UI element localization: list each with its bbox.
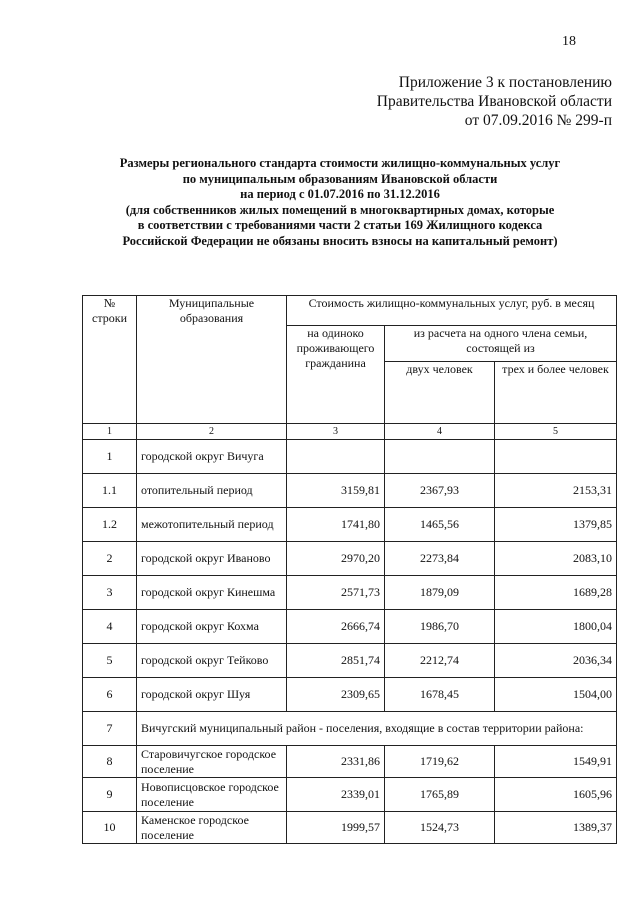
cost-single: 1999,57 [287, 812, 385, 844]
row-number: 8 [83, 746, 137, 778]
header-per-member: из расчета на одного члена семьи, состоящей из [385, 326, 617, 362]
cost-single: 2309,65 [287, 678, 385, 712]
row-number: 1 [83, 440, 137, 474]
appendix-reference [377, 73, 612, 130]
cost-two: 2273,84 [385, 542, 495, 576]
column-number: 1 [83, 424, 137, 440]
municipality-name: межотопительный период [137, 508, 287, 542]
table-row [83, 712, 617, 746]
table-row [83, 440, 617, 474]
cost-two: 1719,62 [385, 746, 495, 778]
heading-line-3: на период с 01.07.2016 по 31.12.2016 [240, 187, 440, 201]
header-row-number: № строки [83, 296, 137, 424]
heading-line-4: (для собственников жилых помещений в многоквартирных домах, которые [125, 202, 555, 217]
row-number: 6 [83, 678, 137, 712]
appendix-line-2: Правительства Ивановской области [376, 93, 612, 110]
table-row [83, 778, 617, 812]
table-row [83, 812, 617, 844]
appendix-line-1: Приложение 3 к постановлению [398, 74, 612, 91]
document-heading [60, 156, 620, 249]
cost-two: 2367,93 [385, 474, 495, 508]
heading-line-2: по муниципальным образованиям Ивановской области [182, 171, 498, 186]
cost-single: 1741,80 [287, 508, 385, 542]
cost-three: 1504,00 [495, 678, 617, 712]
cost-single: 2339,01 [287, 778, 385, 812]
municipality-name: городской округ Кохма [137, 610, 287, 644]
column-number: 5 [495, 424, 617, 440]
heading-line-5: в соответствии с требованиями части 2 статьи 169 Жилищного кодекса [137, 218, 543, 232]
cost-two: 1765,89 [385, 778, 495, 812]
cost-single [287, 440, 385, 474]
cost-single: 2666,74 [287, 610, 385, 644]
municipality-name: городской округ Тейково [137, 644, 287, 678]
district-section-title: Вичугский муниципальный район - поселения, входящие в состав территории района: [137, 712, 617, 746]
cost-single: 2851,74 [287, 644, 385, 678]
municipality-name: городской округ Шуя [137, 678, 287, 712]
cost-single: 2571,73 [287, 576, 385, 610]
row-number: 1.2 [83, 508, 137, 542]
municipality-name: Старовичугское городское поселение [137, 746, 287, 778]
cost-two: 1524,73 [385, 812, 495, 844]
cost-three: 1689,28 [495, 576, 617, 610]
column-number-row [83, 424, 617, 440]
row-number: 9 [83, 778, 137, 812]
cost-three: 2036,34 [495, 644, 617, 678]
municipality-name: Каменское городское поселение [137, 812, 287, 844]
cost-three: 1605,96 [495, 778, 617, 812]
table-row [83, 644, 617, 678]
table-row [83, 474, 617, 508]
row-number: 2 [83, 542, 137, 576]
cost-single: 2970,20 [287, 542, 385, 576]
row-number: 5 [83, 644, 137, 678]
table-row [83, 542, 617, 576]
municipality-name: городской округ Вичуга [137, 440, 287, 474]
header-cost: Стоимость жилищно-коммунальных услуг, руб. в месяц [287, 296, 617, 326]
table-row [83, 678, 617, 712]
appendix-line-3: от 07.09.2016 № 299-п [464, 112, 612, 129]
cost-three: 1800,04 [495, 610, 617, 644]
row-number: 4 [83, 610, 137, 644]
cost-three: 1549,91 [495, 746, 617, 778]
header-single: на одиноко проживающего гражданина [287, 326, 385, 424]
page-number: 18 [562, 34, 576, 49]
header-two-people: двух человек [385, 362, 495, 424]
municipality-name: Новописцовское городское поселение [137, 778, 287, 812]
table-row [83, 508, 617, 542]
column-number: 4 [385, 424, 495, 440]
row-number: 1.1 [83, 474, 137, 508]
table-row [83, 610, 617, 644]
row-number: 3 [83, 576, 137, 610]
municipality-name: городской округ Иваново [137, 542, 287, 576]
cost-two [385, 440, 495, 474]
heading-line-6: Российской Федерации не обязаны вносить взносы на капитальный ремонт) [122, 233, 558, 248]
cost-two: 2212,74 [385, 644, 495, 678]
cost-three: 2083,10 [495, 542, 617, 576]
table-row [83, 576, 617, 610]
cost-two: 1678,45 [385, 678, 495, 712]
municipality-name: отопительный период [137, 474, 287, 508]
cost-two: 1465,56 [385, 508, 495, 542]
cost-table [82, 295, 617, 844]
cost-three [495, 440, 617, 474]
cost-three: 1389,37 [495, 812, 617, 844]
cost-two: 1879,09 [385, 576, 495, 610]
cost-three: 1379,85 [495, 508, 617, 542]
heading-line-1: Размеры регионального стандарта стоимости жилищно-коммунальных услуг [119, 156, 561, 170]
municipality-name: городской округ Кинешма [137, 576, 287, 610]
column-number: 2 [137, 424, 287, 440]
cost-single: 3159,81 [287, 474, 385, 508]
column-number: 3 [287, 424, 385, 440]
cost-two: 1986,70 [385, 610, 495, 644]
row-number: 10 [83, 812, 137, 844]
row-number: 7 [83, 712, 137, 746]
header-three-plus: трех и более человек [495, 362, 617, 424]
header-municipality: Муниципальные образования [137, 296, 287, 424]
cost-single: 2331,86 [287, 746, 385, 778]
cost-three: 2153,31 [495, 474, 617, 508]
table-row [83, 746, 617, 778]
